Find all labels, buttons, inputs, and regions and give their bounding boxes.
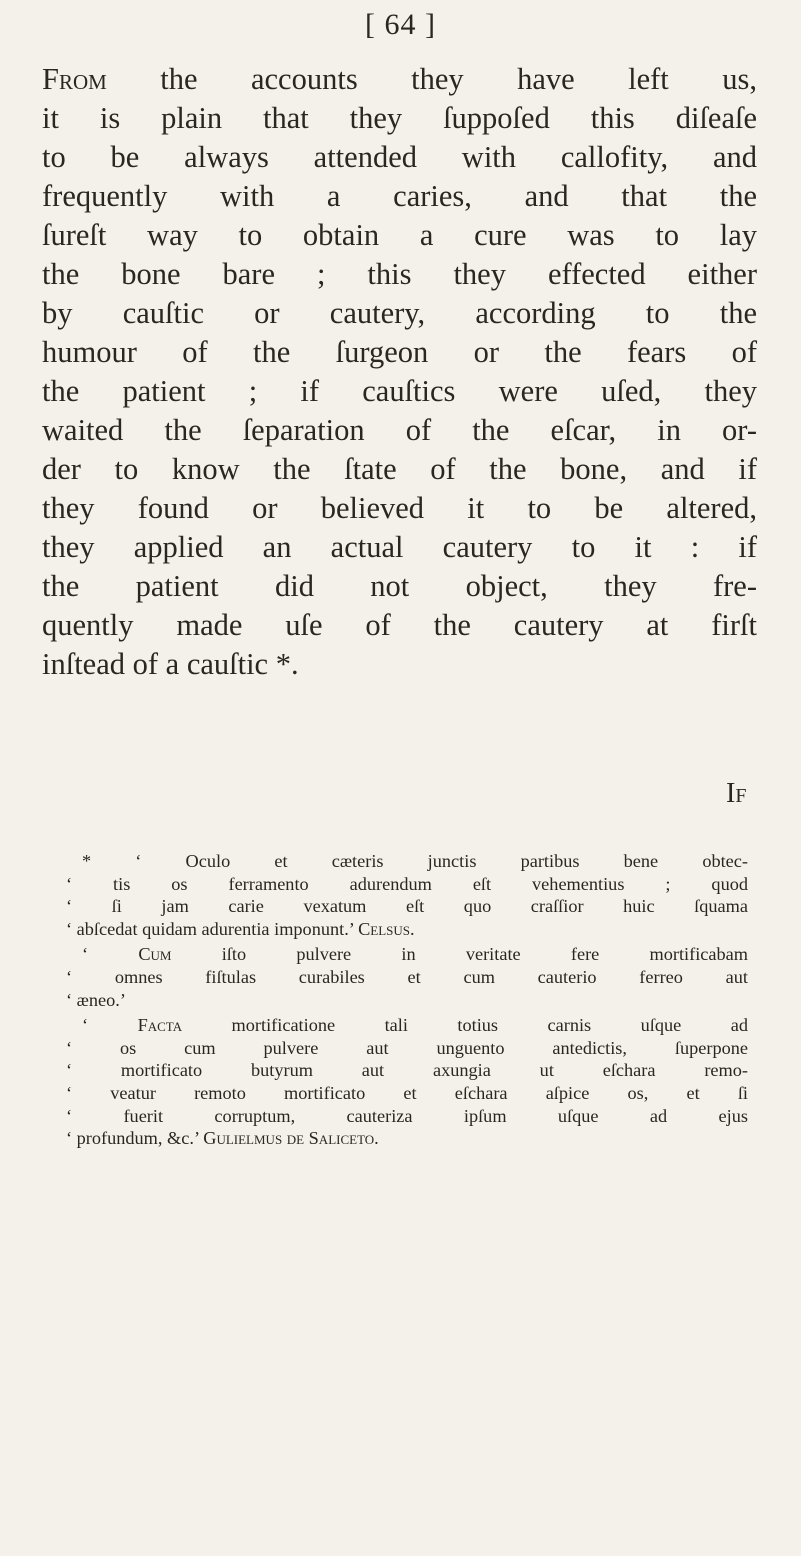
footnote-line: ‘ mortificato butyrum aut axungia ut eſchara remo-: [66, 1060, 748, 1081]
footnote-line: ‘ tis os ferramento adurendum eſt vehementius ; quod: [66, 873, 748, 894]
body-line: they found or believed it to be altered,: [42, 491, 757, 525]
footnote-line: ‘ ſi jam carie vexatum eſt quo craſſior huic ſquama: [66, 896, 748, 917]
body-line: to be always attended with callofity, and: [42, 140, 757, 174]
body-line: humour of the ſurgeon or the fears of: [42, 335, 757, 369]
catchword: If: [726, 778, 747, 809]
footnote-line: ‘ fuerit corruptum, cauteriza ipſum uſque ad ejus: [66, 1105, 748, 1126]
body-line-last: inſtead of a cauſtic *.: [42, 647, 299, 681]
footnote-line: ‘ veatur remoto mortificato et eſchara aſpice os, et ſi: [66, 1082, 748, 1103]
body-line: they applied an actual cautery to it : if: [42, 530, 757, 564]
page-number: [ 64 ]: [365, 8, 436, 41]
footnote-line: ‘ Cum iſto pulvere in veritate fere mortificabam: [82, 944, 748, 965]
body-line: it is plain that they ſuppoſed this diſeaſe: [42, 101, 757, 135]
footnote-line: * ‘ Oculo et cæteris junctis partibus bene obtec-: [82, 851, 748, 871]
body-line: der to know the ſtate of the bone, and if: [42, 452, 757, 486]
body-line: waited the ſeparation of the eſcar, in or-: [42, 413, 757, 447]
body-line: the bone bare ; this they effected either: [42, 257, 757, 291]
footnote-line: ‘ Facta mortificatione tali totius carnis uſque ad: [82, 1015, 748, 1036]
body-line: the patient ; if cauſtics were uſed, they: [42, 374, 757, 408]
body-line-first: From the accounts they have left us,: [42, 62, 757, 96]
lead-word: Cum: [138, 944, 172, 965]
body-line: ſureſt way to obtain a cure was to lay: [42, 218, 757, 252]
body-line: quently made uſe of the cautery at firſt: [42, 608, 757, 642]
author-name: Gulielmus de Saliceto: [203, 1128, 375, 1149]
author-name: Celsus: [358, 918, 410, 939]
lead-word: Facta: [137, 1015, 183, 1036]
footnotes: [60, 850, 748, 1150]
drop-word: From: [42, 62, 107, 96]
body-line: frequently with a caries, and that the: [42, 179, 757, 213]
footnote-line: ‘ profundum, &c.’ Gulielmus de Saliceto.: [66, 1128, 379, 1149]
main-paragraph: [42, 60, 757, 684]
footnote-line: ‘ æneo.’: [66, 989, 126, 1010]
footnote-line: ‘ abſcedat quidam adurentia imponunt.’ Celsus.: [66, 918, 415, 939]
footnote-line: ‘ omnes fiſtulas curabiles et cum cauterio ferreo aut: [66, 966, 748, 987]
body-line: by cauſtic or cautery, according to the: [42, 296, 757, 330]
body-line: the patient did not object, they fre-: [42, 569, 757, 603]
footnote-line: ‘ os cum pulvere aut unguento antedictis, ſuperpone: [66, 1037, 748, 1058]
